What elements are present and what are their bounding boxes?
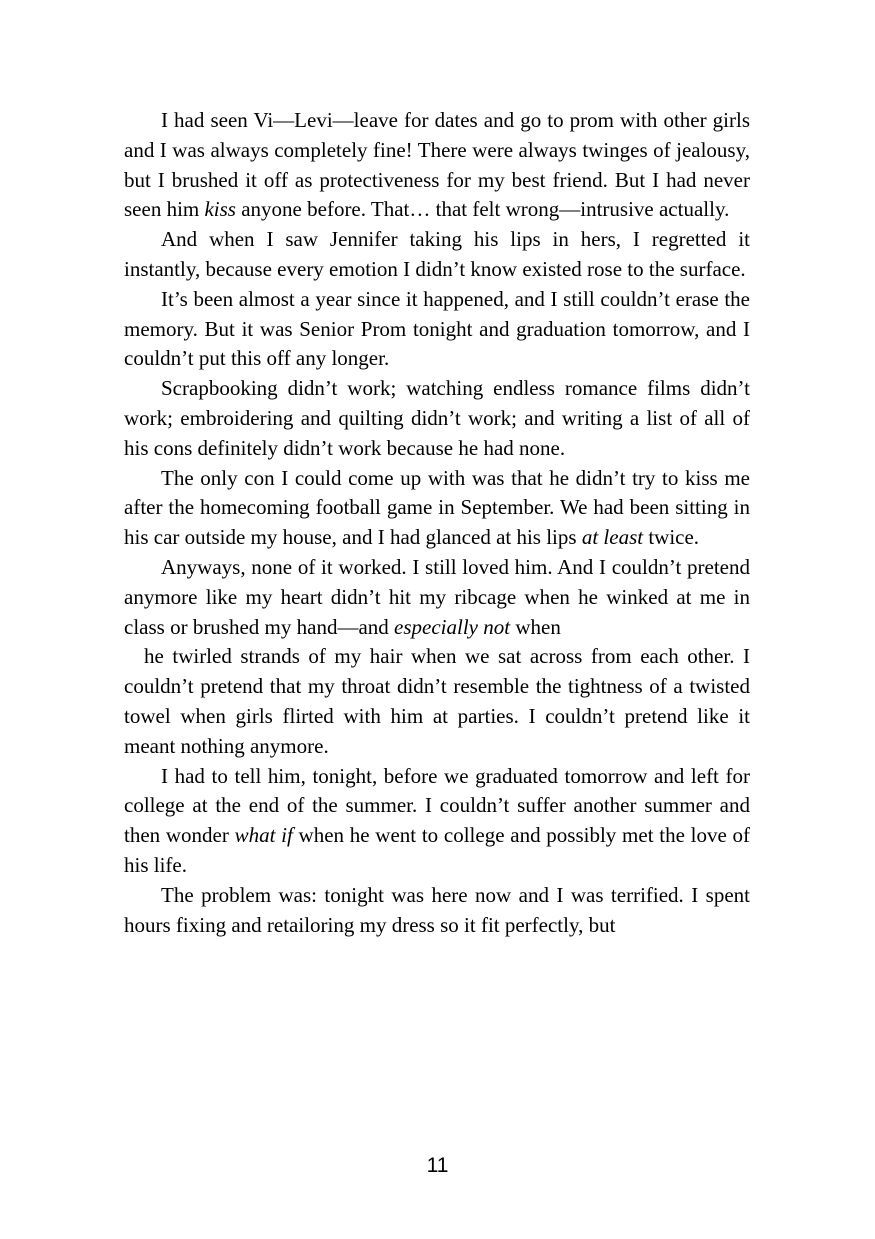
page-number: 11	[426, 1154, 449, 1177]
page-footer	[0, 1154, 875, 1178]
italic-text-run: what if	[234, 823, 293, 848]
text-run: It’s been almost a year since it happened, and I still couldn’t erase the memory. But it was Senior Prom tonight and graduation tomorrow, and I couldn’t put this off any longer.	[124, 286, 750, 371]
italic-text-run: at least	[581, 525, 644, 550]
page-text	[124, 106, 750, 940]
paragraph	[124, 642, 750, 761]
text-run: Scrapbooking didn’t work; watching endless romance films didn’t work; embroidering and quilting didn’t work; and writing a list of all of his cons definitely didn’t work because he had none.	[124, 376, 750, 460]
paragraph	[124, 374, 750, 463]
text-run: I had to tell him, tonight, before we graduated tomorrow and left for college at the end of the summer. I couldn’t suffer another summer and then wonder	[124, 763, 750, 848]
paragraph	[124, 285, 750, 374]
paragraph	[124, 464, 750, 553]
text-run: I had seen Vi—Levi—leave for dates and go to prom with other girls and I was always completely fine! There were always twinges of jealousy, but I brushed it off as protectiveness for my best friend. But I had never seen him	[124, 108, 750, 222]
text-run: when	[510, 614, 561, 639]
text-run: anyone before. That… that felt wrong—intrusive actually.	[235, 197, 730, 222]
text-run: he twirled strands of my hair when we sat across from each other. I couldn’t pretend that my throat didn’t resemble the tightness of a twisted towel when girls flirted with him at parties. I couldn’t pretend like it meant nothing anymore.	[124, 644, 750, 758]
italic-text-run: kiss	[204, 197, 236, 222]
text-run: The only con I could come up with was that he didn’t try to kiss me after the homecoming football game in September. We had been sitting in his car outside my house, and I had glanced at his lips	[124, 465, 750, 550]
paragraph	[124, 553, 750, 642]
paragraph	[124, 881, 750, 941]
paragraph	[124, 762, 750, 881]
text-run: The problem was: tonight was here now and I was terrified. I spent hours fixing and retailoring my dress so it fit perfectly, but	[124, 882, 750, 937]
text-run: Anyways, none of it worked. I still loved him. And I couldn’t pretend anymore like my heart didn’t hit my ribcage when he winked at me in class or brushed my hand—and	[124, 554, 750, 639]
text-run: twice.	[643, 525, 700, 550]
italic-text-run: especially not	[394, 614, 511, 639]
paragraph	[124, 225, 750, 285]
text-run: when he went to college and possibly met the love of his life.	[124, 823, 750, 877]
text-run: And when I saw Jennifer taking his lips in hers, I regretted it instantly, because every emotion I didn’t know existed rose to the surface.	[124, 227, 750, 281]
paragraph	[124, 106, 750, 225]
